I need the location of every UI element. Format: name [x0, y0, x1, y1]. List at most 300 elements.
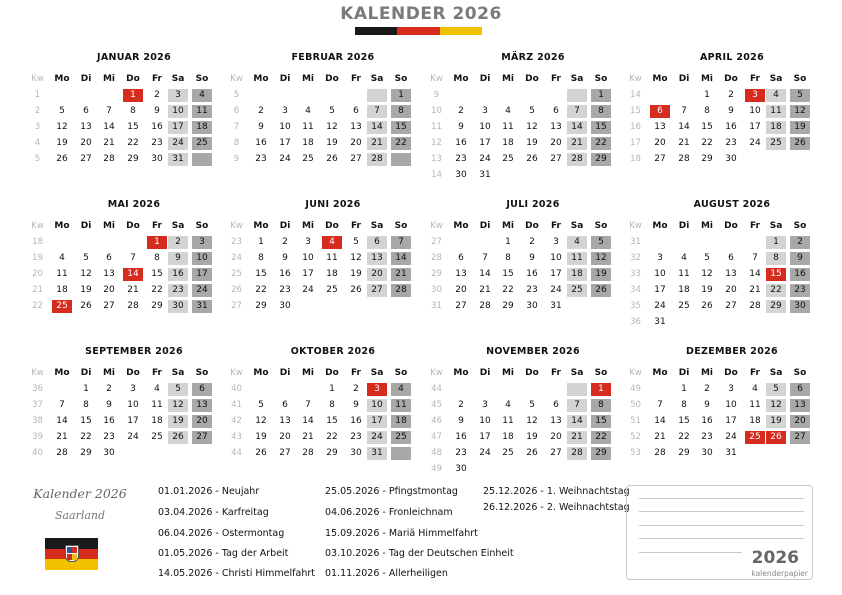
week-number: 9: [233, 154, 240, 164]
day: 23: [455, 448, 467, 458]
week-number: 20: [32, 269, 43, 279]
day: 22: [255, 285, 267, 295]
week-number: 3: [34, 122, 41, 132]
day: 5: [168, 383, 188, 396]
weekday-header: Fr: [749, 74, 760, 84]
day: 30: [455, 170, 467, 180]
weekday-header: So: [793, 368, 807, 378]
day: 26: [526, 448, 538, 458]
day: 4: [391, 383, 411, 396]
day: 4: [154, 384, 160, 394]
day: 24: [550, 285, 562, 295]
day: 10: [367, 399, 387, 412]
day: 27: [103, 301, 115, 311]
day: 12: [350, 253, 362, 263]
day: 4: [59, 253, 65, 263]
day: 30: [455, 464, 467, 474]
day: 10: [302, 253, 314, 263]
day: 14: [103, 122, 115, 132]
day: 11: [302, 122, 314, 132]
day: 19: [326, 138, 338, 148]
week-number: 31: [431, 301, 442, 311]
day: 16: [350, 416, 362, 426]
weekday-header: Mo: [253, 368, 269, 378]
day: 1: [83, 384, 89, 394]
day: 12: [168, 399, 188, 412]
week-number: 36: [32, 384, 43, 394]
day: 13: [350, 122, 362, 132]
day: 30: [350, 448, 362, 458]
day: 6: [106, 253, 112, 263]
month-3: [429, 52, 619, 192]
day: 28: [678, 154, 690, 164]
day: 18: [326, 269, 338, 279]
day: 26: [255, 448, 267, 458]
day: 1: [391, 89, 411, 102]
weekday-header: So: [195, 221, 209, 231]
weekday-header: Do: [126, 221, 140, 231]
weekday-header: Mi: [700, 368, 714, 378]
holiday-entry: 25.12.2026 - 1. Weihnachtstag: [483, 486, 630, 497]
day: 24: [479, 154, 491, 164]
weekday-header: Di: [279, 221, 291, 231]
day: 25: [502, 154, 514, 164]
week-number: 39: [32, 432, 43, 442]
day: 31: [654, 317, 666, 327]
day: 17: [279, 138, 291, 148]
month-name: NOVEMBER 2026: [486, 346, 580, 357]
week-number: 7: [233, 122, 240, 132]
day: 28: [391, 284, 411, 297]
day: 27: [550, 448, 562, 458]
day: 14: [302, 416, 314, 426]
month-10: [229, 346, 419, 486]
day: 12: [526, 122, 538, 132]
week-number: 13: [431, 154, 442, 164]
day: 19: [255, 432, 267, 442]
day: 13: [367, 252, 387, 265]
month-name: FEBRUAR 2026: [291, 52, 375, 63]
day: 19: [56, 138, 68, 148]
week-number: 18: [630, 154, 641, 164]
week-number: 36: [630, 317, 641, 327]
month-6: [229, 199, 419, 339]
week-number: 11: [431, 122, 442, 132]
month-name: MÄRZ 2026: [501, 52, 565, 63]
day: 24: [479, 448, 491, 458]
kw-header: Kw: [230, 221, 243, 231]
weekday-header: Mo: [453, 221, 469, 231]
day: 31: [168, 153, 188, 166]
day: 24: [725, 432, 737, 442]
week-number: 35: [630, 301, 641, 311]
day: 27: [550, 154, 562, 164]
weekday-header: Mo: [453, 368, 469, 378]
day: 12: [80, 269, 92, 279]
day: 26: [56, 154, 68, 164]
flag-stripe-red: [397, 27, 439, 35]
day: 2: [529, 237, 535, 247]
weekday-header: So: [394, 221, 408, 231]
kw-header: Kw: [430, 368, 443, 378]
day: 9: [168, 252, 188, 265]
holiday-day: 14: [123, 268, 143, 281]
day: 7: [567, 105, 587, 118]
weekday-header: Di: [479, 221, 491, 231]
weekday-header: Mo: [652, 221, 668, 231]
week-number: 53: [630, 448, 641, 458]
day: 8: [704, 106, 710, 116]
weekday-header: Fr: [350, 74, 361, 84]
day: 11: [151, 400, 163, 410]
day: 9: [258, 122, 264, 132]
day: 8: [681, 400, 687, 410]
day: 11: [567, 252, 587, 265]
day: 4: [505, 400, 511, 410]
day: 24: [367, 431, 387, 444]
day: 12: [701, 269, 713, 279]
weekday-header: Mi: [301, 74, 315, 84]
day: 27: [350, 154, 362, 164]
day: 27: [654, 154, 666, 164]
weekday-header: Mi: [700, 221, 714, 231]
weekday-header: Di: [678, 221, 690, 231]
weekday-header: Do: [325, 221, 339, 231]
day: 28: [302, 448, 314, 458]
day: 17: [654, 285, 666, 295]
holiday-day: 6: [650, 105, 670, 118]
day: 5: [353, 237, 359, 247]
week-number: 34: [630, 285, 641, 295]
kw-header: Kw: [31, 368, 44, 378]
day: 19: [701, 285, 713, 295]
weekday-header: Fr: [350, 221, 361, 231]
day: 1: [505, 237, 511, 247]
week-number: 6: [233, 106, 240, 116]
day: 26: [701, 301, 713, 311]
weekday-header: Do: [126, 368, 140, 378]
day: 13: [550, 416, 562, 426]
day: 28: [103, 154, 115, 164]
day: 17: [168, 121, 188, 134]
week-number: 40: [32, 448, 43, 458]
month-name: APRIL 2026: [700, 52, 764, 63]
week-number: 4: [34, 138, 41, 148]
weekday-header: Do: [525, 74, 539, 84]
day: 7: [681, 106, 687, 116]
weekday-header: Mo: [253, 74, 269, 84]
day: 1: [681, 384, 687, 394]
day: 25: [391, 431, 411, 444]
day: 30: [103, 448, 115, 458]
day: 6: [458, 253, 464, 263]
month-11: [429, 346, 619, 486]
week-number: 21: [32, 285, 43, 295]
day: 20: [550, 432, 562, 442]
coat-of-arms-icon: [65, 545, 79, 562]
day: 7: [130, 253, 136, 263]
day: 20: [790, 415, 810, 428]
day: 6: [553, 106, 559, 116]
holiday-entry: 25.05.2026 - Pfingstmontag: [325, 486, 458, 497]
day: 22: [127, 138, 139, 148]
weekday-header: Di: [678, 74, 690, 84]
day: 20: [192, 415, 212, 428]
week-number: 32: [630, 253, 641, 263]
day: 24: [279, 154, 291, 164]
holiday-day: 25: [745, 431, 765, 444]
day: 13: [103, 269, 115, 279]
day: 16: [255, 138, 267, 148]
weekday-header: Mo: [54, 368, 70, 378]
day: 31: [479, 170, 491, 180]
kw-header: Kw: [31, 74, 44, 84]
holiday-entry: 03.10.2026 - Tag der Deutschen Einheit: [325, 548, 514, 559]
day: 10: [550, 253, 562, 263]
week-number: 29: [431, 269, 442, 279]
day: 15: [591, 121, 611, 134]
day: 10: [479, 416, 491, 426]
kw-header: Kw: [230, 74, 243, 84]
calendar-title: KALENDER 2026: [340, 4, 502, 24]
weekday-header: Mo: [652, 368, 668, 378]
day: 13: [80, 122, 92, 132]
weekday-header: Sa: [769, 74, 783, 84]
weekday-header: Sa: [769, 221, 783, 231]
day: 15: [502, 269, 514, 279]
day: 29: [326, 448, 338, 458]
day: 17: [302, 269, 314, 279]
day: 11: [502, 122, 514, 132]
day: 13: [550, 122, 562, 132]
day: 19: [80, 285, 92, 295]
weekday-header: Mi: [301, 221, 315, 231]
day: 9: [458, 416, 464, 426]
day: 9: [704, 400, 710, 410]
day: 8: [130, 106, 136, 116]
month-9: [30, 346, 220, 486]
weekday-header: Sa: [570, 221, 584, 231]
month-1: [30, 52, 220, 192]
weekday-header: Mo: [54, 74, 70, 84]
weekday-header: Sa: [171, 221, 185, 231]
weekday-header: So: [793, 74, 807, 84]
month-4: [628, 52, 818, 192]
day: 3: [482, 400, 488, 410]
week-number: 46: [431, 416, 442, 426]
holiday-entry: 04.06.2026 - Fronleichnam: [325, 507, 453, 518]
day: 8: [154, 253, 160, 263]
day: 14: [56, 416, 68, 426]
day: 10: [279, 122, 291, 132]
week-number: 27: [431, 237, 442, 247]
kw-header: Kw: [629, 368, 642, 378]
notes-box: [626, 485, 813, 580]
day: 29: [591, 447, 611, 460]
day: 16: [455, 138, 467, 148]
footer-branding: [20, 486, 140, 522]
day: 27: [367, 284, 387, 297]
empty-weekend-cell: [367, 89, 387, 102]
week-number: 52: [630, 432, 641, 442]
day: 17: [479, 432, 491, 442]
week-number: 48: [431, 448, 442, 458]
day: 1: [329, 384, 335, 394]
day: 29: [127, 154, 139, 164]
day: 11: [678, 269, 690, 279]
notes-year: 2026: [751, 548, 799, 568]
holiday-entry: 01.01.2026 - Neujahr: [158, 486, 260, 497]
week-number: 49: [630, 384, 641, 394]
day: 7: [391, 236, 411, 249]
month-8: [628, 199, 818, 339]
week-number: 12: [431, 138, 442, 148]
month-name: OKTOBER 2026: [290, 346, 376, 357]
day: 12: [591, 252, 611, 265]
weekday-header: Mo: [453, 74, 469, 84]
week-number: 37: [32, 400, 43, 410]
day: 6: [192, 383, 212, 396]
week-number: 44: [231, 448, 242, 458]
weekday-header: Mo: [54, 221, 70, 231]
weekday-header: Do: [724, 74, 738, 84]
holiday-entry: 14.05.2026 - Christi Himmelfahrt: [158, 568, 315, 579]
weekday-header: Fr: [550, 368, 561, 378]
weekday-header: Do: [126, 74, 140, 84]
holiday-day: 3: [367, 383, 387, 396]
day: 18: [151, 416, 163, 426]
day: 22: [766, 284, 786, 297]
day: 3: [192, 236, 212, 249]
day: 15: [326, 416, 338, 426]
day: 7: [305, 400, 311, 410]
weekday-header: Sa: [370, 74, 384, 84]
day: 21: [127, 285, 139, 295]
week-number: 50: [630, 400, 641, 410]
month-5: [30, 199, 220, 339]
day: 18: [502, 432, 514, 442]
day: 14: [749, 269, 761, 279]
day: 5: [790, 89, 810, 102]
day: 12: [326, 122, 338, 132]
day: 28: [567, 447, 587, 460]
day: 16: [526, 269, 538, 279]
weekday-header: Mi: [501, 368, 515, 378]
day: 29: [502, 301, 514, 311]
day: 9: [529, 253, 535, 263]
day: 12: [255, 416, 267, 426]
week-number: 27: [231, 301, 242, 311]
day: 14: [479, 269, 491, 279]
day: 9: [353, 400, 359, 410]
day: 8: [505, 253, 511, 263]
day: 10: [168, 105, 188, 118]
day: 8: [591, 399, 611, 412]
day: 10: [127, 400, 139, 410]
month-name: AUGUST 2026: [693, 199, 771, 210]
day: 22: [701, 138, 713, 148]
day: 30: [151, 154, 163, 164]
holiday-day: 3: [745, 89, 765, 102]
holiday-day: 1: [147, 236, 167, 249]
day: 5: [59, 106, 65, 116]
day: 2: [790, 236, 810, 249]
day: 3: [553, 237, 559, 247]
day: 6: [790, 383, 810, 396]
day: 13: [192, 399, 212, 412]
month-name: JANUAR 2026: [97, 52, 171, 63]
week-number: 28: [431, 253, 442, 263]
day: 16: [151, 122, 163, 132]
month-name: JUNI 2026: [305, 199, 361, 210]
kw-header: Kw: [430, 221, 443, 231]
month-name: JULI 2026: [506, 199, 560, 210]
day: 25: [302, 154, 314, 164]
month-2: [229, 52, 419, 192]
week-number: 43: [231, 432, 242, 442]
holiday-entry: 03.04.2026 - Karfreitag: [158, 507, 269, 518]
day: 18: [749, 416, 761, 426]
week-number: 23: [231, 237, 242, 247]
day: 23: [103, 432, 115, 442]
weekday-header: Mo: [652, 74, 668, 84]
day: 1: [704, 90, 710, 100]
day: 19: [350, 269, 362, 279]
day: 4: [766, 89, 786, 102]
day: 17: [479, 138, 491, 148]
week-number: 38: [32, 416, 43, 426]
weekday-header: Do: [525, 368, 539, 378]
day: 13: [654, 122, 666, 132]
day: 20: [80, 138, 92, 148]
day: 7: [59, 400, 65, 410]
day: 21: [367, 137, 387, 150]
day: 10: [749, 106, 761, 116]
day: 19: [526, 138, 538, 148]
week-number: 41: [231, 400, 242, 410]
day: 18: [678, 285, 690, 295]
day: 6: [728, 253, 734, 263]
day: 4: [505, 106, 511, 116]
weekday-header: Di: [80, 221, 92, 231]
weekday-header: Do: [325, 74, 339, 84]
day: 30: [725, 154, 737, 164]
weekday-header: So: [594, 74, 608, 84]
day: 11: [326, 253, 338, 263]
day: 18: [567, 268, 587, 281]
day: 29: [678, 448, 690, 458]
day: 29: [766, 300, 786, 313]
kw-header: Kw: [230, 368, 243, 378]
day: 20: [279, 432, 291, 442]
weekday-header: Di: [279, 368, 291, 378]
holiday-entry: 15.09.2026 - Mariä Himmelfahrt: [325, 528, 478, 539]
week-number: 44: [431, 384, 442, 394]
day: 3: [305, 237, 311, 247]
holiday-day: 1: [591, 383, 611, 396]
week-number: 16: [630, 122, 641, 132]
week-number: 1: [34, 90, 41, 100]
day: 3: [168, 89, 188, 102]
weekday-header: Sa: [370, 368, 384, 378]
day: 25: [766, 137, 786, 150]
weekday-header: Fr: [151, 74, 162, 84]
month-12: [628, 346, 818, 486]
day: 24: [654, 301, 666, 311]
day: 30: [790, 300, 810, 313]
day: 26: [80, 301, 92, 311]
day: 2: [728, 90, 734, 100]
